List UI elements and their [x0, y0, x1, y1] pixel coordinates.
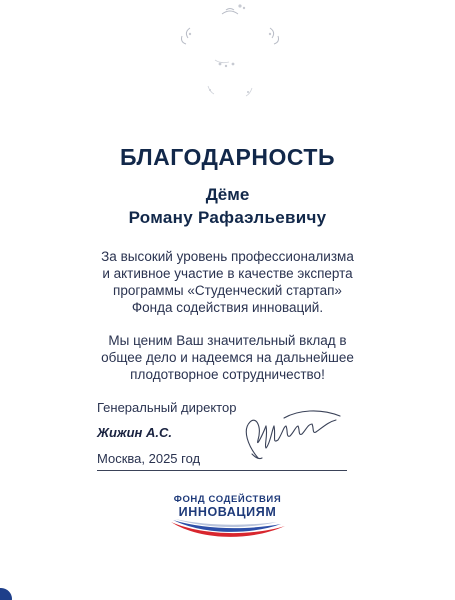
paragraph-line: За высокий уровень профессионализма [101, 249, 354, 264]
logo-text-top: ФОНД СОДЕЙСТВИЯ [173, 494, 282, 505]
corner-badge [0, 588, 12, 600]
laurel-emblem-icon [160, 0, 300, 110]
place-and-date: Москва, 2025 год [97, 451, 201, 466]
certificate-title: БЛАГОДАРНОСТЬ [120, 144, 335, 170]
tricolor-swoosh-icon [169, 518, 287, 544]
signature-line [97, 470, 347, 471]
appreciation-paragraph [60, 332, 395, 383]
paragraph-line: программы «Студенческий стартап» [113, 283, 342, 298]
signatory-name: Жижин А.С. [97, 425, 172, 440]
paragraph-line: общее дело и надеемся на дальнейшее [101, 350, 354, 365]
signatory-position: Генеральный директор [97, 400, 237, 415]
paragraph-line: плодотворное сотрудничество! [130, 367, 325, 382]
foundation-logo [165, 494, 290, 549]
paragraph-line: Фонда содействия инноваций. [131, 300, 324, 315]
handwritten-signature-icon [228, 396, 348, 466]
recipient-given-names: Роману Рафаэльевичу [128, 208, 327, 227]
paragraph-line: Мы ценим Ваш значительный вклад в [108, 333, 347, 348]
recipient-surname: Дёме [205, 185, 250, 204]
gratitude-paragraph [60, 248, 395, 316]
paragraph-line: и активное участие в качестве эксперта [102, 266, 353, 281]
logo-text-bottom: ИННОВАЦИЯМ [178, 505, 277, 519]
